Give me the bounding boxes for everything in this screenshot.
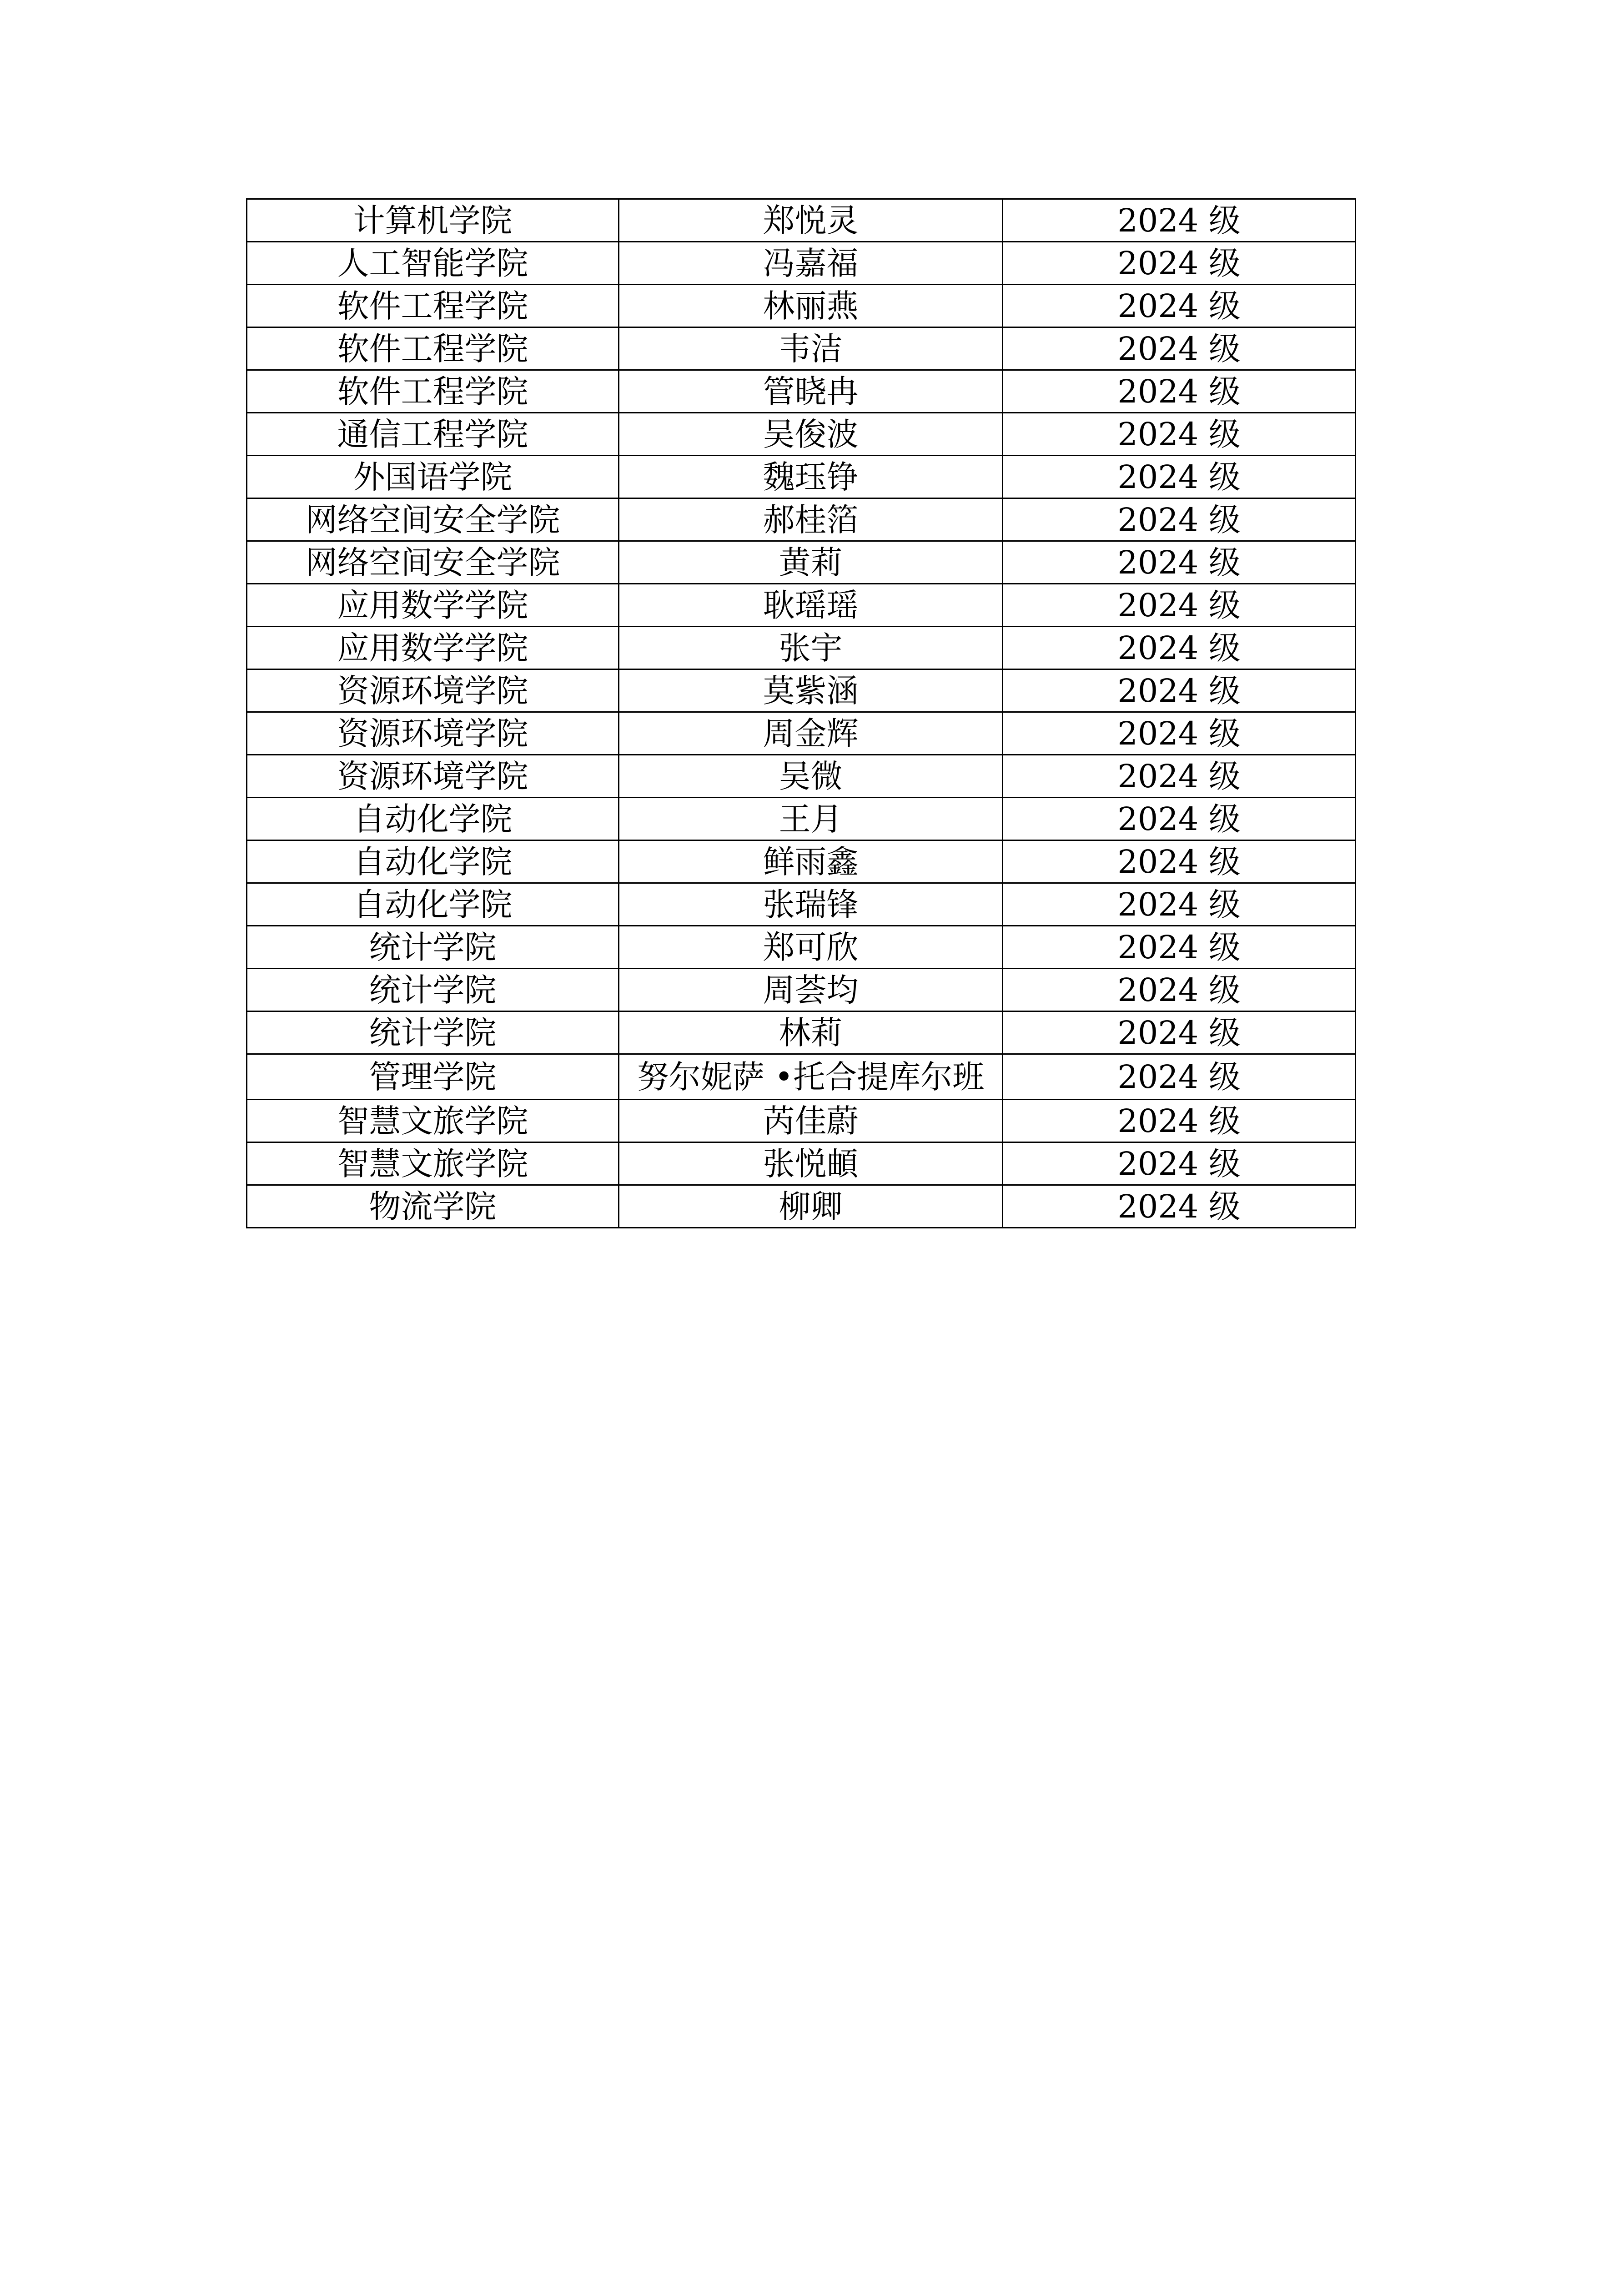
table-row bbox=[247, 1142, 1356, 1185]
college-cell: 通信工程学院 bbox=[247, 413, 619, 456]
table-row bbox=[247, 969, 1356, 1011]
name-cell: 张悦頔 bbox=[619, 1142, 1003, 1185]
college-cell: 自动化学院 bbox=[247, 798, 619, 840]
table-row bbox=[247, 627, 1356, 669]
college-cell: 智慧文旅学院 bbox=[247, 1100, 619, 1142]
college-cell: 统计学院 bbox=[247, 1011, 619, 1054]
grade-cell: 2024 级 bbox=[1003, 370, 1356, 413]
table-row bbox=[247, 840, 1356, 883]
grade-cell: 2024 级 bbox=[1003, 669, 1356, 712]
grade-cell: 2024 级 bbox=[1003, 413, 1356, 456]
name-cell: 林丽燕 bbox=[619, 285, 1003, 327]
college-cell: 资源环境学院 bbox=[247, 712, 619, 755]
college-cell: 管理学院 bbox=[247, 1054, 619, 1100]
college-cell: 统计学院 bbox=[247, 969, 619, 1011]
grade-cell: 2024 级 bbox=[1003, 584, 1356, 627]
table-row bbox=[247, 456, 1356, 498]
roster-table-body bbox=[247, 199, 1356, 1228]
name-cell: 张宇 bbox=[619, 627, 1003, 669]
grade-cell: 2024 级 bbox=[1003, 285, 1356, 327]
grade-cell: 2024 级 bbox=[1003, 1185, 1356, 1228]
table-row bbox=[247, 498, 1356, 541]
table-row bbox=[247, 1100, 1356, 1142]
college-cell: 资源环境学院 bbox=[247, 755, 619, 798]
table-row bbox=[247, 199, 1356, 242]
table-row bbox=[247, 883, 1356, 926]
grade-cell: 2024 级 bbox=[1003, 840, 1356, 883]
name-cell: 管晓冉 bbox=[619, 370, 1003, 413]
grade-cell: 2024 级 bbox=[1003, 498, 1356, 541]
college-cell: 外国语学院 bbox=[247, 456, 619, 498]
name-cell: 冯嘉福 bbox=[619, 242, 1003, 285]
table-row bbox=[247, 926, 1356, 969]
college-cell: 应用数学学院 bbox=[247, 584, 619, 627]
college-cell: 自动化学院 bbox=[247, 883, 619, 926]
grade-cell: 2024 级 bbox=[1003, 327, 1356, 370]
grade-cell: 2024 级 bbox=[1003, 798, 1356, 840]
college-cell: 软件工程学院 bbox=[247, 327, 619, 370]
grade-cell: 2024 级 bbox=[1003, 883, 1356, 926]
grade-cell: 2024 级 bbox=[1003, 1100, 1356, 1142]
roster-table bbox=[246, 198, 1356, 1228]
name-cell: 王月 bbox=[619, 798, 1003, 840]
name-cell: 努尔妮萨 •托合提库尔班 bbox=[619, 1054, 1003, 1100]
grade-cell: 2024 级 bbox=[1003, 969, 1356, 1011]
grade-cell: 2024 级 bbox=[1003, 755, 1356, 798]
table-row bbox=[247, 1011, 1356, 1054]
college-cell: 统计学院 bbox=[247, 926, 619, 969]
grade-cell: 2024 级 bbox=[1003, 926, 1356, 969]
name-cell: 魏珏铮 bbox=[619, 456, 1003, 498]
table-row bbox=[247, 242, 1356, 285]
college-cell: 人工智能学院 bbox=[247, 242, 619, 285]
table-row bbox=[247, 669, 1356, 712]
college-cell: 物流学院 bbox=[247, 1185, 619, 1228]
grade-cell: 2024 级 bbox=[1003, 242, 1356, 285]
table-row bbox=[247, 584, 1356, 627]
table-row bbox=[247, 541, 1356, 584]
name-cell: 耿瑶瑶 bbox=[619, 584, 1003, 627]
college-cell: 软件工程学院 bbox=[247, 370, 619, 413]
name-cell: 林莉 bbox=[619, 1011, 1003, 1054]
name-cell: 黄莉 bbox=[619, 541, 1003, 584]
grade-cell: 2024 级 bbox=[1003, 199, 1356, 242]
table-row bbox=[247, 755, 1356, 798]
grade-cell: 2024 级 bbox=[1003, 456, 1356, 498]
table-row bbox=[247, 327, 1356, 370]
name-cell: 吴俊波 bbox=[619, 413, 1003, 456]
college-cell: 计算机学院 bbox=[247, 199, 619, 242]
table-row bbox=[247, 370, 1356, 413]
grade-cell: 2024 级 bbox=[1003, 712, 1356, 755]
college-cell: 资源环境学院 bbox=[247, 669, 619, 712]
table-row bbox=[247, 798, 1356, 840]
name-cell: 韦洁 bbox=[619, 327, 1003, 370]
college-cell: 自动化学院 bbox=[247, 840, 619, 883]
name-cell: 郑可欣 bbox=[619, 926, 1003, 969]
name-cell: 芮佳蔚 bbox=[619, 1100, 1003, 1142]
table-row bbox=[247, 1185, 1356, 1228]
grade-cell: 2024 级 bbox=[1003, 1011, 1356, 1054]
name-cell: 鲜雨鑫 bbox=[619, 840, 1003, 883]
grade-cell: 2024 级 bbox=[1003, 1142, 1356, 1185]
table-row bbox=[247, 1054, 1356, 1100]
name-cell: 周荟均 bbox=[619, 969, 1003, 1011]
name-cell: 莫紫涵 bbox=[619, 669, 1003, 712]
grade-cell: 2024 级 bbox=[1003, 1054, 1356, 1100]
grade-cell: 2024 级 bbox=[1003, 541, 1356, 584]
table-row bbox=[247, 285, 1356, 327]
name-cell: 吴微 bbox=[619, 755, 1003, 798]
college-cell: 网络空间安全学院 bbox=[247, 498, 619, 541]
grade-cell: 2024 级 bbox=[1003, 627, 1356, 669]
college-cell: 网络空间安全学院 bbox=[247, 541, 619, 584]
college-cell: 应用数学学院 bbox=[247, 627, 619, 669]
table-row bbox=[247, 413, 1356, 456]
name-cell: 周金辉 bbox=[619, 712, 1003, 755]
college-cell: 软件工程学院 bbox=[247, 285, 619, 327]
college-cell: 智慧文旅学院 bbox=[247, 1142, 619, 1185]
table-row bbox=[247, 712, 1356, 755]
name-cell: 郑悦灵 bbox=[619, 199, 1003, 242]
name-cell: 柳卿 bbox=[619, 1185, 1003, 1228]
name-cell: 郝桂箔 bbox=[619, 498, 1003, 541]
name-cell: 张瑞锋 bbox=[619, 883, 1003, 926]
